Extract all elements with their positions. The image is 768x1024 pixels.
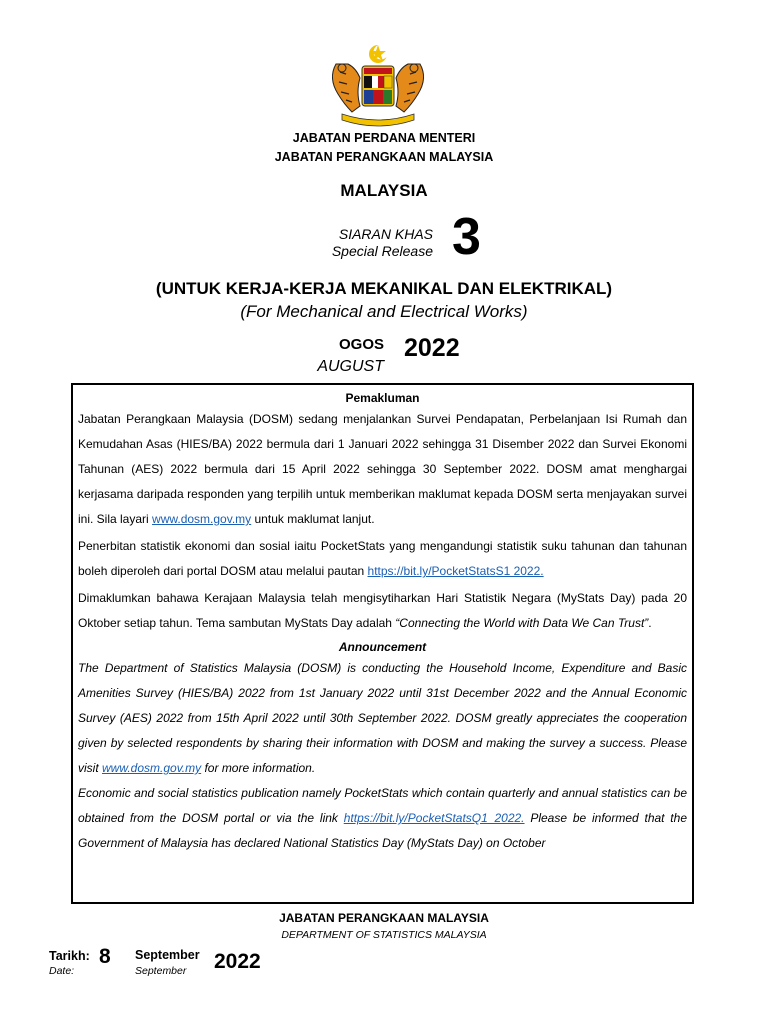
date-label-ms: Tarikh: bbox=[49, 949, 90, 963]
department-name: JABATAN PERANGKAAN MALAYSIA bbox=[274, 150, 494, 164]
notice-title-ms: Pemakluman bbox=[345, 391, 420, 405]
date-month-en: September bbox=[135, 965, 187, 977]
date-month-ms: September bbox=[135, 948, 200, 962]
malaysia-coat-of-arms-icon bbox=[322, 42, 434, 128]
notice-p1-tail: untuk maklumat lanjut. bbox=[251, 512, 375, 526]
pocketstats-link[interactable]: https://bit.ly/PocketStatsS1 2022. bbox=[367, 564, 544, 578]
notice-p2-text: Penerbitan statistik ekonomi dan sosial iaitu PocketStats yang mengandungi statistik suku tahunan dan tahunan boleh diperoleh dari portal DOSM atau melalui pautan bbox=[78, 539, 687, 578]
dosm-link[interactable]: www.dosm.gov.my bbox=[152, 512, 252, 526]
announcement-paragraph-2 bbox=[78, 781, 687, 856]
release-year: 2022 bbox=[404, 334, 460, 362]
announcement-p2-text: Economic and social statistics publication namely PocketStats which contain quarterly and annual statistics can be obtained from the DOSM portal or via the link bbox=[78, 786, 687, 825]
date-label-en: Date: bbox=[49, 965, 75, 977]
footer-department-ms: JABATAN PERANGKAAN MALAYSIA bbox=[279, 911, 489, 925]
notice-paragraph-3 bbox=[78, 586, 687, 636]
pocketstats-link-en[interactable]: https://bit.ly/PocketStatsQ1_2022. bbox=[343, 811, 525, 825]
date-year: 2022 bbox=[214, 950, 261, 973]
announcement-paragraph-1 bbox=[78, 656, 687, 781]
notice-p3-tail: . bbox=[648, 616, 652, 630]
announcement-p2-tail: Please be informed that the Government of Malaysia has declared National Statistics Day (MyStats Day) on October bbox=[78, 811, 687, 850]
country-name: MALAYSIA bbox=[340, 181, 428, 200]
announcement-p1-tail: for more information. bbox=[201, 761, 316, 775]
notice-title-en: Announcement bbox=[338, 640, 427, 654]
subject-title-en: (For Mechanical and Electrical Works) bbox=[240, 302, 528, 321]
notice-paragraph-2 bbox=[78, 534, 687, 584]
release-number: 3 bbox=[452, 208, 481, 266]
subject-title-ms: (UNTUK KERJA-KERJA MEKANIKAL DAN ELEKTRIKAL) bbox=[155, 279, 613, 298]
announcement-box bbox=[71, 383, 694, 904]
ministry-name: JABATAN PERDANA MENTERI bbox=[292, 131, 476, 145]
announcement-p1-text: The Department of Statistics Malaysia (DOSM) is conducting the Household Income, Expenditure and Basic Amenities Survey (HIES/BA) 2022 from 1st January 2022 until 31st December 2022 and the Annual Economic Survey (AES) 2022 from 15th April 2022 until 30th September 2022. DOSM greatly appreciates the cooperation given by selected respondents by sharing their information with DOSM and making the survey a success. Please visit bbox=[78, 661, 687, 775]
release-label-en: Special Release bbox=[331, 243, 433, 259]
dosm-link-en[interactable]: www.dosm.gov.my bbox=[102, 761, 202, 775]
date-day: 8 bbox=[99, 945, 111, 968]
notice-paragraph-1 bbox=[78, 407, 687, 532]
footer-department-en: DEPARTMENT OF STATISTICS MALAYSIA bbox=[281, 929, 487, 941]
notice-p3-text: Dimaklumkan bahawa Kerajaan Malaysia telah mengisytiharkan Hari Statistik Negara (MyStats Day) pada 20 Oktober setiap tahun. Tema sambutan MyStats Day adalah bbox=[78, 591, 687, 630]
release-label-ms: SIARAN KHAS bbox=[338, 226, 433, 242]
release-month-en: AUGUST bbox=[317, 358, 384, 375]
notice-p3-quote: “Connecting the World with Data We Can Trust” bbox=[395, 616, 649, 630]
release-month-ms: OGOS bbox=[338, 336, 384, 353]
notice-p1-text: Jabatan Perangkaan Malaysia (DOSM) sedang menjalankan Survei Pendapatan, Perbelanjaan Isi Rumah dan Kemudahan Asas (HIES/BA) 2022 bermula dari 1 Januari 2022 sehingga 31 Disember 2022 dan Survei Ekonomi Tahunan (AES) 2022 bermula dari 15 April 2022 sehingga 30 September 2022. DOSM amat menghargai kerjasama daripada responden yang terpilih untuk memberikan maklumat kepada DOSM serta menjayakan survei ini. Sila layari bbox=[78, 412, 687, 526]
release-label bbox=[300, 226, 433, 260]
